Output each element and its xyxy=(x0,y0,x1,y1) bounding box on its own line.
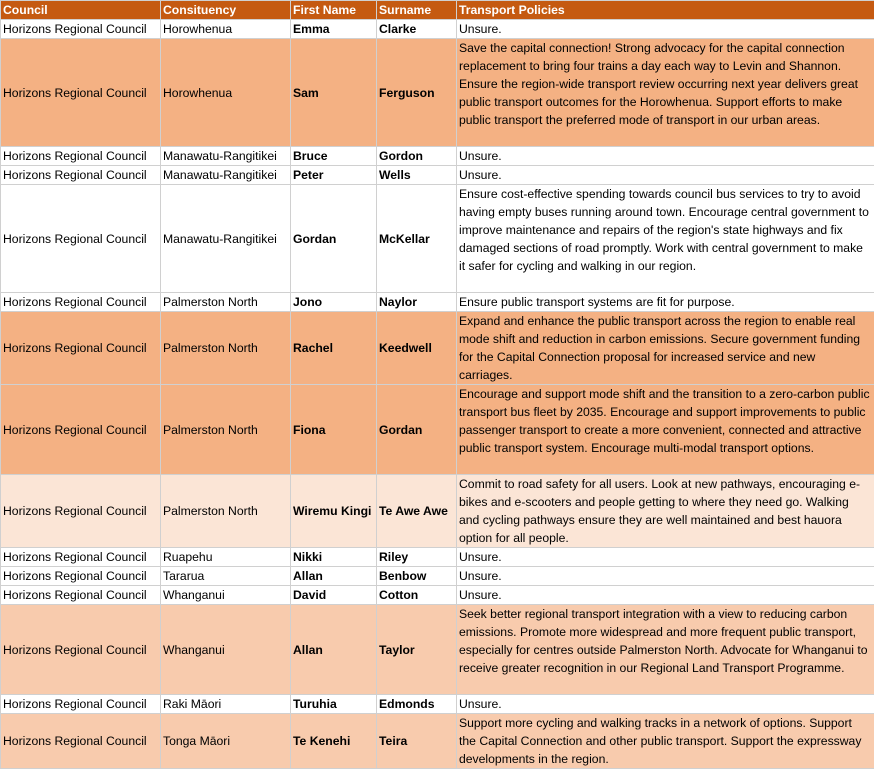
surname-cell: Edmonds xyxy=(377,695,457,714)
first-name-cell: Turuhia xyxy=(291,695,377,714)
table-row xyxy=(1,166,874,185)
policy-cell: Unsure. xyxy=(457,586,874,605)
first-name-cell: Wiremu Kingi xyxy=(291,475,377,548)
header-transport-policies: Transport Policies xyxy=(457,1,874,20)
constituency-cell: Palmerston North xyxy=(161,475,291,548)
constituency-cell: Manawatu-Rangitikei xyxy=(161,147,291,166)
council-cell: Horizons Regional Council xyxy=(1,293,161,312)
constituency-cell: Manawatu-Rangitikei xyxy=(161,166,291,185)
table-row xyxy=(1,605,874,695)
header-first-name: First Name xyxy=(291,1,377,20)
header-surname: Surname xyxy=(377,1,457,20)
constituency-cell: Manawatu-Rangitikei xyxy=(161,185,291,293)
council-cell: Horizons Regional Council xyxy=(1,39,161,147)
policy-cell: Encourage and support mode shift and the transition to a zero-carbon public transport bus fleet by 2035. Encourage and support improvements to public passenger transport to create a more convenient, connected and attractive public transport system. Encourage multi-modal transport options. xyxy=(457,385,874,475)
table-row xyxy=(1,20,874,39)
policy-cell: Expand and enhance the public transport across the region to enable real mode shift and reduction in carbon emissions. Secure government funding for the Capital Connection proposal for increased service and new carriages. xyxy=(457,312,874,385)
policy-cell: Unsure. xyxy=(457,567,874,586)
policy-cell: Ensure public transport systems are fit for purpose. xyxy=(457,293,874,312)
policy-cell: Unsure. xyxy=(457,147,874,166)
first-name-cell: David xyxy=(291,586,377,605)
surname-cell: Naylor xyxy=(377,293,457,312)
surname-cell: Riley xyxy=(377,548,457,567)
policy-cell: Ensure cost-effective spending towards council bus services to try to avoid having empty buses running around town. Encourage central government to improve maintenance and repairs of the region's state highways and fix damaged sections of road promptly. Work with central government to make it safer for cycling and walking in our region. xyxy=(457,185,874,293)
surname-cell: Ferguson xyxy=(377,39,457,147)
council-cell: Horizons Regional Council xyxy=(1,147,161,166)
policy-cell: Commit to road safety for all users. Look at new pathways, encouraging e-bikes and e-scooters and people getting to where they need go. Walking and cycling pathways ensure they are well maintained and best hauora option for all people. xyxy=(457,475,874,548)
constituency-cell: Whanganui xyxy=(161,605,291,695)
surname-cell: Wells xyxy=(377,166,457,185)
header-row xyxy=(1,1,874,20)
table-row xyxy=(1,185,874,293)
constituency-cell: Palmerston North xyxy=(161,385,291,475)
surname-cell: Taylor xyxy=(377,605,457,695)
council-cell: Horizons Regional Council xyxy=(1,20,161,39)
first-name-cell: Bruce xyxy=(291,147,377,166)
table-row xyxy=(1,39,874,147)
first-name-cell: Rachel xyxy=(291,312,377,385)
constituency-cell: Tararua xyxy=(161,567,291,586)
constituency-cell: Raki Māori xyxy=(161,695,291,714)
council-cell: Horizons Regional Council xyxy=(1,475,161,548)
first-name-cell: Emma xyxy=(291,20,377,39)
first-name-cell: Allan xyxy=(291,567,377,586)
first-name-cell: Nikki xyxy=(291,548,377,567)
surname-cell: McKellar xyxy=(377,185,457,293)
council-cell: Horizons Regional Council xyxy=(1,605,161,695)
first-name-cell: Te Kenehi xyxy=(291,714,377,769)
council-cell: Horizons Regional Council xyxy=(1,312,161,385)
table-row xyxy=(1,312,874,385)
table-row xyxy=(1,548,874,567)
constituency-cell: Palmerston North xyxy=(161,293,291,312)
header-constituency: Consituency xyxy=(161,1,291,20)
table-row xyxy=(1,567,874,586)
policy-cell: Seek better regional transport integration with a view to reducing carbon emissions. Promote more widespread and more frequent public transport, especially for centres outside Palmerston North. Advocate for Whanganui to receive greater recognition in our Regional Land Transport Programme. xyxy=(457,605,874,695)
table-row xyxy=(1,293,874,312)
policy-cell: Unsure. xyxy=(457,20,874,39)
surname-cell: Teira xyxy=(377,714,457,769)
surname-cell: Gordon xyxy=(377,147,457,166)
first-name-cell: Gordan xyxy=(291,185,377,293)
surname-cell: Clarke xyxy=(377,20,457,39)
surname-cell: Cotton xyxy=(377,586,457,605)
constituency-cell: Horowhenua xyxy=(161,20,291,39)
table-row xyxy=(1,695,874,714)
first-name-cell: Allan xyxy=(291,605,377,695)
constituency-cell: Palmerston North xyxy=(161,312,291,385)
first-name-cell: Sam xyxy=(291,39,377,147)
surname-cell: Te Awe Awe xyxy=(377,475,457,548)
council-cell: Horizons Regional Council xyxy=(1,714,161,769)
table-row xyxy=(1,385,874,475)
constituency-cell: Ruapehu xyxy=(161,548,291,567)
constituency-cell: Tonga Māori xyxy=(161,714,291,769)
council-cell: Horizons Regional Council xyxy=(1,567,161,586)
surname-cell: Keedwell xyxy=(377,312,457,385)
header-council: Council xyxy=(1,1,161,20)
council-cell: Horizons Regional Council xyxy=(1,185,161,293)
table-row xyxy=(1,475,874,548)
council-cell: Horizons Regional Council xyxy=(1,695,161,714)
policy-cell: Unsure. xyxy=(457,166,874,185)
surname-cell: Gordan xyxy=(377,385,457,475)
surname-cell: Benbow xyxy=(377,567,457,586)
first-name-cell: Jono xyxy=(291,293,377,312)
council-cell: Horizons Regional Council xyxy=(1,385,161,475)
table-row xyxy=(1,147,874,166)
policy-cell: Unsure. xyxy=(457,548,874,567)
council-cell: Horizons Regional Council xyxy=(1,586,161,605)
constituency-cell: Whanganui xyxy=(161,586,291,605)
policy-cell: Save the capital connection! Strong advocacy for the capital connection replacement to bring four trains a day each way to Levin and Shannon. Ensure the region-wide transport review occurring next year delivers great public transport outcomes for the Horowhenua. Support efforts to make public transport the preferred mode of transport in our urban areas. xyxy=(457,39,874,147)
constituency-cell: Horowhenua xyxy=(161,39,291,147)
first-name-cell: Fiona xyxy=(291,385,377,475)
council-cell: Horizons Regional Council xyxy=(1,166,161,185)
table-row xyxy=(1,586,874,605)
policy-cell: Support more cycling and walking tracks in a network of options. Support the Capital Connection and other public transport. Support the expressway developments in the region. xyxy=(457,714,874,769)
first-name-cell: Peter xyxy=(291,166,377,185)
council-cell: Horizons Regional Council xyxy=(1,548,161,567)
policy-cell: Unsure. xyxy=(457,695,874,714)
table-row xyxy=(1,714,874,769)
